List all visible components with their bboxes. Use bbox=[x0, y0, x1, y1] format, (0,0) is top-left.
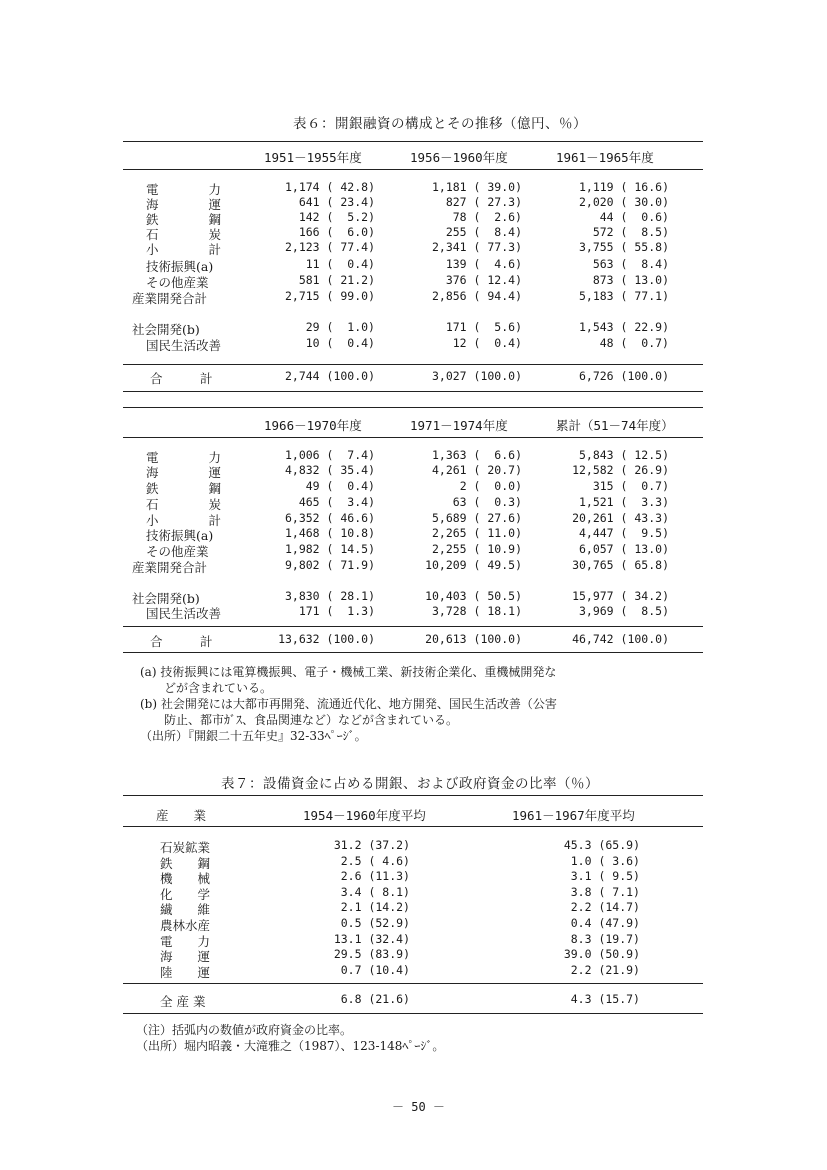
total-label: 全 産 業 bbox=[160, 994, 206, 1009]
table-cell: 13.1 (32.4) bbox=[333, 931, 410, 946]
note-line: （出所）堀内昭義・大滝雅之（1987）、123-148ﾍﾟｰｼﾞ。 bbox=[136, 1039, 445, 1053]
table-cell: 10,209 ( 49.5) bbox=[425, 558, 522, 572]
table-cell: 8.3 (19.7) bbox=[570, 931, 640, 946]
total-label: 合 計 bbox=[150, 634, 213, 649]
row-label: 石 炭 bbox=[146, 497, 222, 512]
table-cell: 6,057 ( 13.0) bbox=[578, 542, 669, 556]
table-cell: 142 ( 5.2) bbox=[298, 210, 375, 224]
column-header: 1961－1965年度 bbox=[556, 150, 654, 165]
table-cell: 45.3 (65.9) bbox=[563, 838, 640, 852]
table-cell: 30,765 ( 65.8) bbox=[572, 558, 669, 572]
table-cell: 465 ( 3.4) bbox=[298, 495, 375, 509]
total-cell: 2,744 (100.0) bbox=[284, 369, 375, 383]
column-header: 1966－1970年度 bbox=[264, 418, 362, 433]
table-cell: 376 ( 12.4) bbox=[445, 273, 522, 287]
table6-block2-top-rule bbox=[123, 407, 703, 408]
note-line: どが含まれている。 bbox=[140, 681, 273, 695]
table-cell: 78 ( 2.6) bbox=[452, 210, 522, 224]
table-cell: 171 ( 5.6) bbox=[445, 320, 522, 334]
table-cell: 572 ( 8.5) bbox=[592, 225, 669, 239]
row-label: 技術振興(a) bbox=[146, 528, 214, 543]
table-cell: 4,447 ( 9.5) bbox=[578, 526, 669, 540]
total-cell: 13,632 (100.0) bbox=[278, 632, 375, 646]
row-label: 技術振興(a) bbox=[146, 259, 214, 274]
total-cell: 6,726 (100.0) bbox=[578, 369, 669, 383]
row-label: 機 械 bbox=[160, 871, 211, 887]
table7-header-rule bbox=[123, 826, 703, 827]
row-label: 電 力 bbox=[146, 450, 222, 465]
column-header: 1971－1974年度 bbox=[410, 418, 508, 433]
table-cell: 12 ( 0.4) bbox=[452, 336, 522, 350]
table-cell: 0.5 (52.9) bbox=[340, 916, 410, 930]
row-label: 鉄 鋼 bbox=[160, 855, 211, 871]
note-line: (a) 技術振興には電算機振興、電子・機械工業、新技術企業化、重機械開発な bbox=[140, 665, 557, 679]
table7-bottom-rule bbox=[123, 1013, 703, 1014]
table-cell: 0.4 (47.9) bbox=[570, 916, 640, 930]
table-cell: 10,403 ( 50.5) bbox=[425, 589, 522, 603]
table7-title: 表７：設備資金に占める開銀、および政府資金の比率（％） bbox=[221, 776, 599, 792]
row-label: 国民生活改善 bbox=[146, 338, 222, 353]
table-cell: 63 ( 0.3) bbox=[452, 495, 522, 509]
table-cell: 2.5 ( 4.6) bbox=[340, 853, 410, 868]
table-cell: 0.7 (10.4) bbox=[340, 962, 410, 977]
table-cell: 10 ( 0.4) bbox=[305, 336, 375, 350]
table6-block2-total-rule bbox=[123, 626, 703, 627]
table-cell: 2.2 (21.9) bbox=[570, 962, 640, 977]
table-cell: 2,265 ( 11.0) bbox=[431, 526, 522, 540]
table-cell: 3.4 ( 8.1) bbox=[340, 884, 410, 899]
table-cell: 6,352 ( 46.6) bbox=[284, 511, 375, 525]
row-label: 陸 運 bbox=[160, 964, 211, 980]
table-cell: 255 ( 8.4) bbox=[445, 225, 522, 239]
table-cell: 1,181 ( 39.0) bbox=[431, 180, 522, 194]
table-cell: 2,341 ( 77.3) bbox=[431, 240, 522, 254]
note-line: 防止、都市ｶﾞｽ、食品関連など）などが含まれている。 bbox=[140, 713, 459, 727]
table-cell: 31.2 (37.2) bbox=[333, 838, 410, 852]
table-cell: 2.2 (14.7) bbox=[570, 900, 640, 915]
row-label: 繊 維 bbox=[160, 902, 211, 918]
table-cell: 2.1 (14.2) bbox=[340, 900, 410, 915]
column-header: 累計（51－74年度） bbox=[556, 418, 674, 433]
row-label: 海 運 bbox=[160, 949, 211, 965]
table-cell: 1,363 ( 6.6) bbox=[431, 448, 522, 462]
row-label: その他産業 bbox=[146, 544, 209, 559]
table-cell: 2,856 ( 94.4) bbox=[431, 289, 522, 303]
table6-title: 表６：開銀融資の構成とその推移（億円、％） bbox=[293, 116, 587, 132]
table-cell: 49 ( 0.4) bbox=[305, 479, 375, 493]
note-line: （注）括弧内の数値が政府資金の比率。 bbox=[136, 1023, 353, 1037]
table-cell: 4,832 ( 35.4) bbox=[284, 463, 375, 477]
row-label: 社会開発(b) bbox=[132, 322, 200, 337]
table-cell: 3,728 ( 18.1) bbox=[431, 604, 522, 618]
row-label: 石炭鉱業 bbox=[160, 840, 211, 855]
table-cell: 48 ( 0.7) bbox=[599, 336, 669, 350]
table-cell: 11 ( 0.4) bbox=[305, 257, 375, 271]
table6-block1-header-rule bbox=[123, 169, 703, 170]
table-cell: 2 ( 0.0) bbox=[459, 479, 522, 493]
table-cell: 641 ( 23.4) bbox=[298, 195, 375, 209]
table-cell: 9,802 ( 71.9) bbox=[284, 558, 375, 572]
table6-block1-total-rule bbox=[123, 364, 703, 365]
table-cell: 5,689 ( 27.6) bbox=[431, 511, 522, 525]
table-cell: 1,521 ( 3.3) bbox=[578, 495, 669, 509]
column-header: 1954－1960年度平均 bbox=[303, 808, 426, 823]
page-number: － 50 － bbox=[392, 1100, 445, 1114]
column-header: 1961－1967年度平均 bbox=[512, 808, 635, 823]
table-cell: 3,969 ( 8.5) bbox=[578, 604, 669, 618]
total-cell: 3,027 (100.0) bbox=[431, 369, 522, 383]
total-label: 合 計 bbox=[150, 371, 213, 386]
table-cell: 5,843 ( 12.5) bbox=[578, 448, 669, 462]
table6-block2-header-rule bbox=[123, 437, 703, 438]
column-header: 1956－1960年度 bbox=[410, 150, 508, 165]
column-header: 1951－1955年度 bbox=[264, 150, 362, 165]
table-cell: 1,119 ( 16.6) bbox=[578, 180, 669, 194]
row-label: 電 力 bbox=[146, 182, 222, 197]
table-cell: 2,715 ( 99.0) bbox=[284, 289, 375, 303]
table-cell: 3.1 ( 9.5) bbox=[570, 869, 640, 884]
row-label: その他産業 bbox=[146, 275, 209, 290]
total-cell: 20,613 (100.0) bbox=[425, 632, 522, 646]
total-cell: 4.3 (15.7) bbox=[570, 992, 640, 1006]
table-cell: 1,006 ( 7.4) bbox=[284, 448, 375, 462]
row-label: 海 運 bbox=[146, 465, 222, 480]
table-cell: 1,543 ( 22.9) bbox=[578, 320, 669, 334]
row-label: 小 計 bbox=[146, 513, 222, 528]
row-label: 石 炭 bbox=[146, 227, 222, 242]
table6-block1-bottom-rule bbox=[123, 391, 703, 392]
total-cell: 46,742 (100.0) bbox=[572, 632, 669, 646]
total-cell: 6.8 (21.6) bbox=[340, 992, 410, 1006]
table-cell: 3.8 ( 7.1) bbox=[570, 884, 640, 899]
table6-top-rule bbox=[123, 141, 703, 142]
table-cell: 4,261 ( 20.7) bbox=[431, 463, 522, 477]
table-cell: 581 ( 21.2) bbox=[298, 273, 375, 287]
column-header: 産 業 bbox=[156, 808, 207, 823]
table-cell: 1,174 ( 42.8) bbox=[284, 180, 375, 194]
table-cell: 29.5 (83.9) bbox=[333, 947, 410, 962]
table-cell: 1.0 ( 3.6) bbox=[570, 853, 640, 868]
table-cell: 171 ( 1.3) bbox=[298, 604, 375, 618]
table-cell: 12,582 ( 26.9) bbox=[572, 463, 669, 477]
row-label: 小 計 bbox=[146, 242, 222, 257]
row-label: 産業開発合計 bbox=[132, 560, 208, 575]
table6-bottom-rule bbox=[123, 652, 703, 653]
table-cell: 3,830 ( 28.1) bbox=[284, 589, 375, 603]
table-cell: 5,183 ( 77.1) bbox=[578, 289, 669, 303]
table-cell: 20,261 ( 43.3) bbox=[572, 511, 669, 525]
table7-top-rule bbox=[123, 795, 703, 796]
table-cell: 2,123 ( 77.4) bbox=[284, 240, 375, 254]
table-cell: 39.0 (50.9) bbox=[563, 947, 640, 962]
row-label: 鉄 鋼 bbox=[146, 212, 222, 227]
table-cell: 315 ( 0.7) bbox=[592, 479, 669, 493]
table-cell: 2.6 (11.3) bbox=[340, 869, 410, 884]
table-cell: 2,255 ( 10.9) bbox=[431, 542, 522, 556]
table-cell: 1,468 ( 10.8) bbox=[284, 526, 375, 540]
row-label: 農林水産 bbox=[160, 918, 211, 933]
row-label: 化 学 bbox=[160, 886, 211, 902]
note-line: （出所）『開銀二十五年史』32-33ﾍﾟｰｼﾞ。 bbox=[140, 729, 367, 743]
row-label: 鉄 鋼 bbox=[146, 481, 222, 496]
row-label: 海 運 bbox=[146, 197, 222, 212]
table-cell: 29 ( 1.0) bbox=[305, 320, 375, 334]
table-cell: 873 ( 13.0) bbox=[592, 273, 669, 287]
row-label: 国民生活改善 bbox=[146, 606, 222, 621]
table-cell: 3,755 ( 55.8) bbox=[578, 240, 669, 254]
table-cell: 166 ( 6.0) bbox=[298, 225, 375, 239]
row-label: 社会開発(b) bbox=[132, 591, 200, 606]
table-cell: 563 ( 8.4) bbox=[592, 257, 669, 271]
note-line: (b) 社会開発には大都市再開発、流通近代化、地方開発、国民生活改善（公害 bbox=[140, 697, 557, 711]
table7-total-rule bbox=[123, 983, 703, 984]
table-cell: 827 ( 27.3) bbox=[445, 195, 522, 209]
row-label: 電 力 bbox=[160, 933, 211, 949]
table-cell: 1,982 ( 14.5) bbox=[284, 542, 375, 556]
row-label: 産業開発合計 bbox=[132, 291, 208, 306]
table-cell: 139 ( 4.6) bbox=[445, 257, 522, 271]
table-cell: 2,020 ( 30.0) bbox=[578, 195, 669, 209]
table-cell: 15,977 ( 34.2) bbox=[572, 589, 669, 603]
table-cell: 44 ( 0.6) bbox=[599, 210, 669, 224]
